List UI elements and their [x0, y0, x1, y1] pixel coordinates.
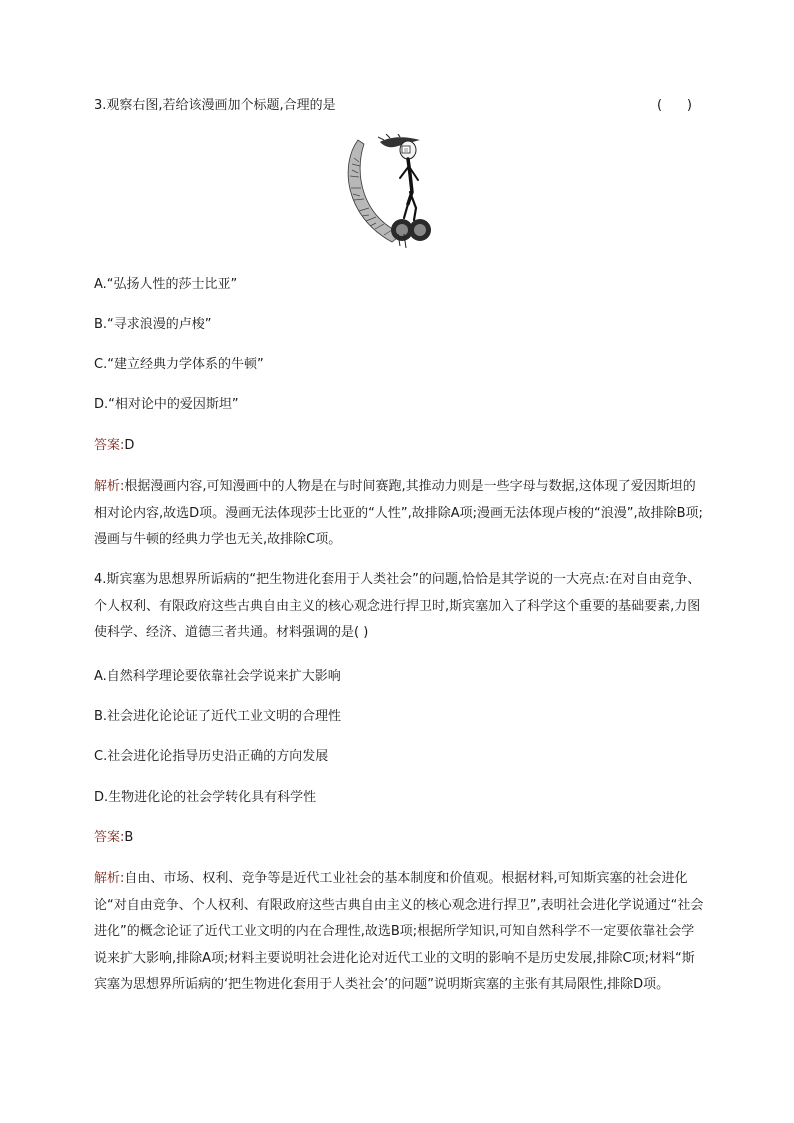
- q4-analysis: [94, 866, 704, 999]
- q4-analysis-text: 自由、市场、权利、竞争等是近代工业社会的基本制度和价值观。根据材料,可知斯宾塞的社会进化论“对自由竞争、个人权利、有限政府这些古典自由主义的核心观念进行捍卫”,表明社会进化学说通过“社会进化”的概念论证了近代工业文明的内在合理性,故选B项;根据所学知识,可知自然科学不一定要依靠社会学说来扩大影响,排除A项;材料主要说明社会进化论对近代工业的文明的影响不是历史发展,排除C项;材料“斯宾塞为思想界所诟病的‘把生物进化套用于人类社会’的问题”说明斯宾塞的主张有其局限性,排除D项。: [94, 871, 704, 992]
- q4-stem: 4.斯宾塞为思想界所诟病的“把生物进化套用于人类社会”的问题,恰恰是其学说的一大亮点:在对自由竞争、个人权利、有限政府这些古典自由主义的核心观念进行捍卫时,斯宾塞加入了科学这个重要的基础要素,力图使科学、经济、道德三者共通。材料强调的是( ): [94, 572, 701, 640]
- q3-analysis-label: 解析:: [94, 479, 125, 494]
- q3-option-c: C.“建立经典力学体系的牛顿”: [94, 357, 264, 372]
- q3-analysis-text: 根据漫画内容,可知漫画中的人物是在与时间赛跑,其推动力则是一些字母与数据,这体现了爱因斯坦的相对论内容,故选D项。漫画无法体现莎士比亚的“人性”,故排除A项;漫画无法体现卢梭的“浪漫”,故排除B项;漫画与牛顿的经典力学也无关,故排除C项。: [94, 479, 703, 547]
- q3-analysis: [94, 474, 704, 554]
- q4-analysis-label: 解析:: [94, 871, 125, 886]
- q3-answer-value: D: [124, 438, 135, 453]
- q4-answer-value: B: [124, 830, 134, 845]
- q3-stem: 3.观察右图,若给该漫画加个标题,合理的是: [94, 98, 336, 113]
- q4-option-d: D.生物进化论的社会学转化具有科学性: [94, 790, 317, 805]
- q4-answer: [94, 829, 133, 847]
- q4-option-b: B.社会进化论论证了近代工业文明的合理性: [94, 709, 342, 724]
- q3-option-b: B.“寻求浪漫的卢梭”: [94, 317, 212, 332]
- q4-option-a: A.自然科学理论要依靠社会学说来扩大影响: [94, 669, 341, 684]
- q3-answer-bracket: ( ): [657, 98, 692, 113]
- q3-answer: [94, 437, 134, 455]
- q4-option-c: C.社会进化论指导历史沿正确的方向发展: [94, 749, 329, 764]
- cartoon-illustration: [340, 134, 442, 250]
- q4-answer-label: 答案:: [94, 830, 125, 845]
- q3-option-d: D.“相对论中的爱因斯坦”: [94, 397, 239, 412]
- q3-option-a: A.“弘扬人性的莎士比亚”: [94, 277, 238, 292]
- q3-answer-label: 答案:: [94, 438, 125, 453]
